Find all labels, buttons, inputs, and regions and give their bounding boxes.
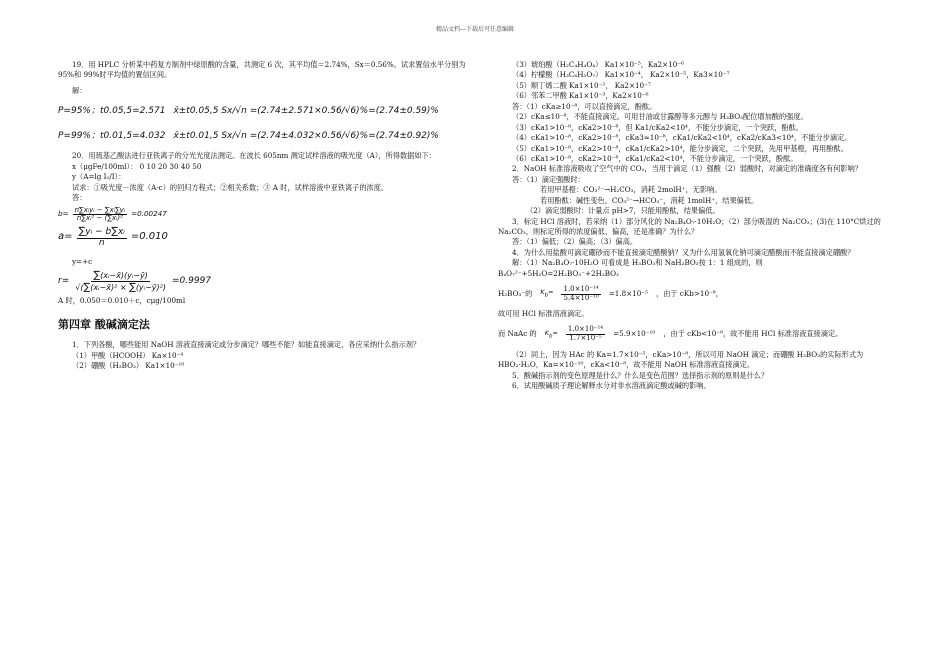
q20-answer-label: 答：: [72, 193, 87, 203]
kb1-row: H₂BO₃⁻的 $K_b=$ $\frac{\text{1.0×10⁻¹⁴}}{\text{5.4×10⁻¹⁰}}$ =1.8×10⁻⁵ ，由于 cKb>10⁻⁸，: [498, 285, 723, 302]
p99-expression: x̄±t0.01,5 Sx/√n =(2.74±4.032×0.56/√6)%=(2.74±0.92)%: [173, 130, 439, 141]
q1-item-a: （1）甲酸（HCOOH） Ka×10⁻⁴: [72, 350, 184, 360]
p95-row: [58, 101, 468, 121]
kb1-result: =1.8×10⁻⁵: [608, 288, 648, 298]
a-lhs: a=: [58, 231, 73, 243]
kb1-numerator: 1.0×10⁻¹⁴: [563, 285, 599, 293]
chapter-title: 第四章 酸碱滴定法: [58, 317, 150, 331]
a-concentration-line: A 时，0.050＝0.010＋c，cμg/100ml: [58, 296, 186, 306]
q20-task: 试求：①吸光度－浓度（A-c）的回归方程式；②相关系数；③ A 时，试样溶液中亚铁离子的浓度。: [72, 182, 389, 192]
q5-text: 5．酸碱指示剂的变色原理是什么？什么是变色范围？选择指示剂的原则是什么？: [512, 370, 769, 380]
q19-solution-label: 解：: [72, 85, 87, 95]
r-lhs: r=: [58, 276, 70, 287]
q2-answer-1: 若用甲基橙：CO₃²⁻→H₂CO₃，消耗 2molH⁺，无影响。: [540, 185, 722, 195]
b-formula: b= $\frac{\text{n∑xᵢyᵢ − ∑xᵢ∑yᵢ}}{\text{n∑xᵢ² − (∑xᵢ)²}}$ =0.00247: [58, 205, 167, 223]
q1-item-b: （2）硼酸（H₃BO₃） Ka1×10⁻¹⁰: [72, 361, 185, 371]
answer-1: 答：（1）cKa≥10⁻⁸，可以直接滴定，酚酞。: [512, 101, 657, 111]
a-result: =0.010: [130, 231, 168, 243]
q20-x-data: x（μgFe/100ml）： 0 10 20 30 40 50: [72, 161, 202, 171]
acid-item-4: （4）柠檬酸（H₃C₆H₅O₇） Ka1×10⁻⁴， Ka2×10⁻⁵，Ka3×10⁻⁷: [512, 70, 730, 80]
p99-row: [58, 126, 468, 146]
q3-text: 3．标定 HCl 溶液时，若采纳（1）部分风化的 Na₂B₄O₇·10H₂O；（2）部分吸湿的 Na₂CO₃；(3)在 110°C烘过的 Na₂CO₃，则标定所得的浓度偏低、偏高，还是准确？为什么？: [498, 216, 881, 236]
q1-text: 1．下列各酸，哪些能用 NaOH 溶液直接滴定或分步滴定？哪些不能？如能直接滴定，各应采纳什么指示剂？: [72, 340, 421, 350]
answer-3: （3）cKa1>10⁻⁸，cKa2>10⁻⁸，但 Ka1/cKa2<10⁴，不能分步滴定，一个突跃，酚酞。: [512, 122, 803, 132]
kb1-suffix: ，由于 cKb>10⁻⁸，: [656, 288, 723, 298]
q4-solution-3: 故可用 HCl 标准溶液滴定。: [498, 309, 589, 319]
regression-equation: y=+c: [72, 256, 93, 266]
answer-4: （4）cKa1>10⁻⁸，cKa2>10⁻⁸，cKa3≈10⁻⁸，cKa1/cKa2<10⁴，cKa2/cKa3<10⁴，不能分步滴定。: [512, 133, 852, 143]
acid-item-5: （5）顺丁烯二酸 Ka1×10⁻²， Ka2×10⁻⁷: [512, 80, 651, 90]
q3-answer: 答：（1）偏低；（2）偏高；（3）偏高。: [512, 237, 638, 247]
kb2-suffix: ，由于 cKb<10⁻⁸，故不能用 HCl 标准溶液直接滴定。: [663, 329, 843, 339]
q20-y-data: y（A=lg I₀/I）：: [72, 172, 126, 182]
p99-label: P=99%；t0.01,5=4.032: [58, 130, 166, 141]
a-formula: a= $\frac{\text{∑yᵢ − b∑xᵢ}}{n}$ =0.010: [58, 225, 168, 248]
r-formula: r= $\frac{\text{∑(xᵢ−x̄)(yᵢ−ȳ)}}{\text{√(∑(xᵢ−x̄)² × ∑(yᵢ−ȳ)²)}}$ =0.9997: [58, 270, 212, 294]
answer-6: （6）cKa1>10⁻⁸，cKa2>10⁻⁸，cKa1/cKa2<10⁴，不能分步滴定，一个突跃，酚酞。: [512, 153, 798, 163]
p95-label: P=95%；t0.05,5=2.571: [58, 105, 166, 116]
right-column: [498, 60, 898, 391]
b-result: =0.00247: [131, 209, 167, 219]
q4-solution-1: 解：（1）Na₂B₄O₇·10H₂O 可看成是 H₃BO₃和 NaH₂BO₃按 1：1 组成的，则: [512, 258, 763, 268]
q4-solution-4: （2）同上，因为 HAc 的 Ka=1.7×10⁻⁵，cKa>10⁻⁸，所以可用 NaOH 滴定；而硼酸 H₃BO₃的实际形式为 HBO₂·H₂O，Ka=×10⁻¹⁰，cKa<10⁻⁸，故不能用 NaOH 标准溶液直接滴定。: [498, 349, 864, 370]
page-header: 精品文档---下载后可任意编辑: [435, 26, 515, 33]
kb1-prefix: H₂BO₃⁻的: [498, 288, 533, 298]
q2-answer-3: （2）滴定弱酸时：计量点 pH>7，只能用酚酞，结果偏低。: [526, 206, 720, 216]
q4-reaction: B₄O₇²⁻+5H₂O=2H₂BO₃⁻+2H₃BO₃: [498, 268, 619, 278]
acid-item-6: （6）邻苯二甲酸 Ka1×10⁻³，Ka2×10⁻⁶: [512, 91, 649, 101]
r-result: =0.9997: [171, 276, 212, 287]
acid-item-3: （3）琥珀酸（H₂C₄H₄O₄） Ka1×10⁻⁵，Ka2×10⁻⁶: [512, 60, 684, 69]
kb2-prefix: 而 NaAc 的: [498, 329, 537, 339]
left-column: [58, 60, 468, 372]
q2-answer-2: 若用酚酞：碱性变色，CO₃²⁻→HCO₃⁻，消耗 1molH⁺，结果偏低。: [540, 195, 759, 205]
kb2-numerator: 1.0×10⁻¹⁴: [567, 325, 604, 334]
kb2-result: =5.9×10⁻¹⁰: [613, 329, 656, 339]
q20-text: 20．用巯基乙酸法进行亚铁离子的分光光度法测定。在波长 605nm 测定试样溶液的吸光度（A），所得数据如下：: [72, 151, 436, 161]
p95-expression: x̄±t0.05,5 Sx/√n =(2.74±2.571×0.56/√6)%=(2.74±0.59)%: [173, 105, 439, 116]
kb2-denominator: 1.7×10⁻⁵: [569, 334, 602, 343]
kb1-denominator: 5.4×10⁻¹⁰: [563, 293, 599, 302]
answer-2: （2）cKa≤10⁻⁸，不能直接滴定。可用甘油或甘露醇等多元醇与 H₃BO₃配位增加酸的强度。: [512, 112, 808, 122]
kb2-row: 而 NaAc 的 $K_b=$ $\frac{\text{1.0×10⁻¹⁴}}{\text{1.7×10⁻⁵}}$ =5.9×10⁻¹⁰ ，由于 cKb<10⁻⁸，故不能用 HCl 标准溶液直接滴定。: [498, 325, 843, 343]
q6-text: 6．试用酸碱质子理论解释水分对非水溶液滴定酸或碱的影响。: [512, 380, 711, 390]
q2-answer: 答：（1）滴定强酸时：: [512, 174, 585, 184]
answer-5: （5）cKa1>10⁻⁸，cKa2>10⁻⁸，cKa1/cKa2>10⁴，能分步滴定，二个突跃，先用甲基橙，再用酚酞。: [512, 143, 848, 153]
q2-text: 2．NaOH 标准溶液吸收了空气中的 CO₂，当用于滴定（1）强酸（2）弱酸时，对滴定的准确度各有何影响？: [512, 164, 862, 174]
q19-text: 19．用 HPLC 分析某中药复方制剂中绿原酸的含量，共测定 6 次，其平均值＝2.74%，Sx＝0.56%。试求置信水平分别为 95%和 99%时平均值的置信区间。: [58, 60, 466, 80]
q4-text: 4．为什么用盐酸可滴定硼砂而不能直接滴定醋酸钠？又为什么用氢氧化钠可滴定醋酸而不能直接滴定硼酸？: [512, 247, 855, 257]
